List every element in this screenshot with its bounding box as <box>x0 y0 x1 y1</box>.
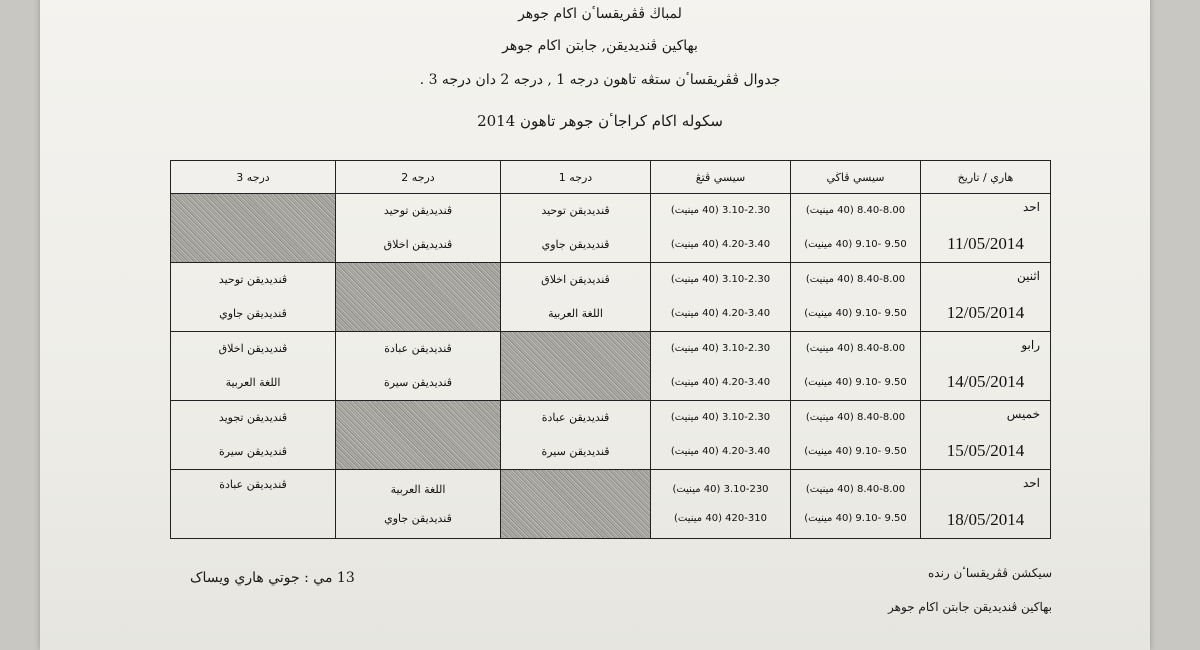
time-slot: 8.40-8.00 (40 مينيت) <box>805 274 906 285</box>
col-header-darjah-2: درجه 2 <box>336 161 501 194</box>
time-slot: 9.50 -9.10 (40 مينيت) <box>804 308 907 319</box>
shaded-empty-cell <box>501 470 651 539</box>
subject: اللغة العربية <box>225 376 281 389</box>
exam-date: 18/05/2014 <box>946 510 1025 529</box>
time-slot: 9.50 -9.10 (40 مينيت) <box>804 377 907 388</box>
col-header-morning: سيسي ڤاڬي <box>791 161 921 194</box>
time-slot: 4.20-3.40 (40 مينيت) <box>670 377 771 388</box>
subject: ڤنديديقن سيرة <box>541 445 610 458</box>
subject: ڤنديديقن سيرة <box>218 445 288 458</box>
darjah-1-cell <box>501 401 651 470</box>
time-slot: 9.50 -9.10 (40 مينيت) <box>804 513 907 524</box>
table-header-row <box>171 161 1051 194</box>
exam-date: 11/05/2014 <box>947 234 1024 253</box>
darjah-2-cell <box>336 470 501 539</box>
table-row <box>171 401 1051 470</box>
morning-cell <box>791 470 921 539</box>
subject: ڤنديديقن جاوي <box>219 307 287 320</box>
subject: ڤنديديقن عبادة <box>384 342 452 355</box>
time-slot: 8.40-8.00 (40 مينيت) <box>805 484 906 495</box>
darjah-2-cell <box>336 194 501 263</box>
day-date-cell <box>921 470 1051 539</box>
subject: اللغة العربية <box>390 483 446 496</box>
afternoon-cell <box>651 401 791 470</box>
shaded-empty-cell <box>501 332 651 401</box>
exam-date: 12/05/2014 <box>946 303 1025 322</box>
header-line-2: بهاکين ڤنديديقن, جابتن اکام جوهر <box>502 38 698 54</box>
time-slot: 8.40-8.00 (40 مينيت) <box>805 205 906 216</box>
subject: ڤنديديقن تجويد <box>218 411 288 424</box>
col-header-darjah-3: درجه 3 <box>171 161 336 194</box>
time-slot: 4.20-3.40 (40 مينيت) <box>670 308 771 319</box>
exam-schedule-table <box>170 160 1051 539</box>
subject: ڤنديديقن توحيد <box>383 204 453 217</box>
afternoon-cell <box>651 263 791 332</box>
afternoon-cell <box>651 194 791 263</box>
afternoon-cell <box>651 332 791 401</box>
day-name: رابو <box>1021 338 1040 352</box>
time-slot: 4.20-3.40 (40 مينيت) <box>670 239 771 250</box>
darjah-3-cell <box>171 470 336 539</box>
day-name: خميس <box>1006 407 1040 421</box>
darjah-2-cell <box>336 332 501 401</box>
day-name: احد <box>1022 476 1040 490</box>
time-slot: 8.40-8.00 (40 مينيت) <box>805 412 906 423</box>
shaded-empty-cell <box>171 194 336 263</box>
header-line-4: سکوله اکام کراجاٴن جوهر تاهون 2014 <box>477 112 723 130</box>
subject: ڤنديديقن عبادة <box>541 411 610 424</box>
exam-date: 15/05/2014 <box>946 441 1025 460</box>
darjah-1-cell <box>501 194 651 263</box>
col-header-darjah-1: درجه 1 <box>501 161 651 194</box>
time-slot: 8.40-8.00 (40 مينيت) <box>805 343 906 354</box>
day-date-cell <box>921 332 1051 401</box>
col-header-day-date: هاري / تاريخ <box>921 161 1051 194</box>
subject: ڤنديديقن سيرة <box>383 376 453 389</box>
time-slot: 9.50 -9.10 (40 مينيت) <box>804 446 907 457</box>
table-row <box>171 332 1051 401</box>
time-slot: 3.10-2.30 (40 مينيت) <box>670 274 771 285</box>
exam-date: 14/05/2014 <box>946 372 1025 391</box>
darjah-1-cell <box>501 263 651 332</box>
time-slot: 420-310 (40 مينيت) <box>674 513 767 524</box>
day-date-cell <box>921 401 1051 470</box>
subject: ڤنديديقن عبادة <box>219 478 287 491</box>
time-slot: 4.20-3.40 (40 مينيت) <box>670 446 771 457</box>
footer-section-name: سيکشن ڤڤريقساٴن رنده <box>927 566 1052 580</box>
shaded-empty-cell <box>336 401 501 470</box>
darjah-3-cell <box>171 401 336 470</box>
darjah-3-cell <box>171 332 336 401</box>
day-date-cell <box>921 263 1051 332</box>
table-row <box>171 470 1051 539</box>
time-slot: 3.10-230 (40 مينيت) <box>672 484 769 495</box>
subject: ڤنديديقن جاوي <box>384 512 452 525</box>
footer-department-name: بهاکين ڤنديديقن جابتن اکام جوهر <box>888 600 1052 614</box>
time-slot: 9.50 -9.10 (40 مينيت) <box>804 239 907 250</box>
morning-cell <box>791 263 921 332</box>
table-row <box>171 194 1051 263</box>
time-slot: 3.10-2.30 (40 مينيت) <box>670 205 771 216</box>
subject: ڤنديديقن اخلاق <box>218 342 288 355</box>
morning-cell <box>791 332 921 401</box>
day-date-cell <box>921 194 1051 263</box>
time-slot: 3.10-2.30 (40 مينيت) <box>670 412 771 423</box>
day-name: اثنين <box>1016 269 1040 283</box>
subject: ڤنديديقن توحيد <box>218 273 288 286</box>
morning-cell <box>791 194 921 263</box>
holiday-note: 13 مي : جوتي هاري ويساک <box>190 570 355 586</box>
subject: ڤنديديقن توحيد <box>541 204 610 217</box>
header-line-1: لمباڬ ڤڤريقساٴن اکام جوهر <box>518 6 682 22</box>
subject: ڤنديديقن اخلاق <box>383 238 453 251</box>
morning-cell <box>791 401 921 470</box>
subject: ڤنديديقن اخلاق <box>541 273 610 286</box>
afternoon-cell <box>651 470 791 539</box>
col-header-afternoon: سيسي ڤتڠ <box>651 161 791 194</box>
day-name: احد <box>1022 200 1040 214</box>
subject: ڤنديديقن جاوي <box>541 238 610 251</box>
table-row <box>171 263 1051 332</box>
subject: اللغة العربية <box>548 307 603 320</box>
time-slot: 3.10-2.30 (40 مينيت) <box>670 343 771 354</box>
header-line-3: جدوال ڤڤريقساٴن ستڠه تاهون درجه 1 , درجه 2 دان درجه 3 . <box>419 72 781 88</box>
darjah-3-cell <box>171 263 336 332</box>
shaded-empty-cell <box>336 263 501 332</box>
